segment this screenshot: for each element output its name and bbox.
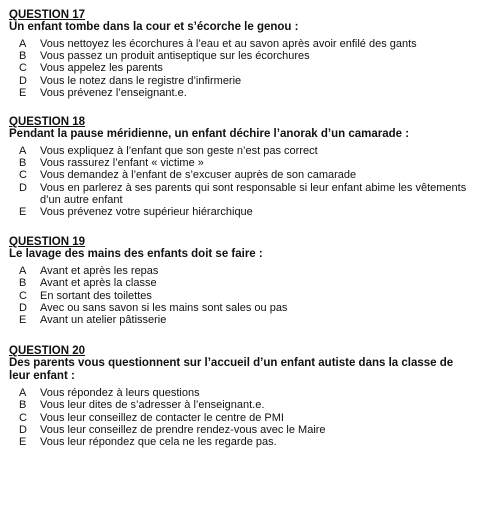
answer-text: Vous le notez dans le registre d’infirmerie <box>40 74 242 87</box>
answer-option <box>9 290 477 302</box>
answer-list <box>9 265 477 326</box>
answer-option <box>9 145 477 157</box>
answer-letter: C <box>19 411 27 424</box>
answer-text: Vous prévenez votre supérieur hiérarchique <box>40 206 253 219</box>
answer-letter: D <box>19 301 27 314</box>
answer-list <box>9 145 477 218</box>
answer-letter: B <box>19 157 27 170</box>
answer-letter: E <box>19 314 27 327</box>
answer-letter: E <box>19 436 27 449</box>
question-text: Le lavage des mains des enfants doit se faire : <box>9 248 263 261</box>
answer-option <box>9 424 477 436</box>
answer-letter: A <box>19 38 27 50</box>
question-title: QUESTION 19 <box>9 236 86 249</box>
answer-option <box>9 387 477 399</box>
answer-text: Avant un atelier pâtisserie <box>40 314 167 327</box>
answer-text: Vous nettoyez les écorchures à l’eau et au savon après avoir enfilé des gants <box>40 38 417 50</box>
answer-letter: C <box>19 169 27 182</box>
answer-option <box>9 62 477 74</box>
question-title: QUESTION 20 <box>9 345 86 358</box>
answer-letter: B <box>19 50 27 63</box>
answer-option <box>9 302 477 314</box>
answer-text: Vous en parlerez à ses parents qui sont responsable si leur enfant abime les vêtements d’un autre enfant <box>40 181 467 206</box>
question-text: Pendant la pause méridienne, un enfant déchire l’anorak d’un camarade : <box>9 128 410 141</box>
answer-option <box>9 277 477 289</box>
answer-text: Vous leur dites de s’adresser à l’enseignant.e. <box>40 399 265 412</box>
answer-letter: E <box>19 206 27 219</box>
answer-text: Vous passez un produit antiseptique sur les écorchures <box>40 50 310 63</box>
answer-option <box>9 436 477 448</box>
answer-list <box>9 387 477 448</box>
answer-letter: E <box>19 86 27 99</box>
answer-option <box>9 265 477 277</box>
answer-option <box>9 75 477 87</box>
answer-letter: B <box>19 277 27 290</box>
answer-option <box>9 399 477 411</box>
answer-option <box>9 206 477 218</box>
answer-letter: A <box>19 387 27 400</box>
answer-option <box>9 87 477 99</box>
answer-text: Vous leur répondez que cela ne les regarde pas. <box>40 436 277 449</box>
answer-option <box>9 169 477 181</box>
answer-text: Vous appelez les parents <box>40 62 163 75</box>
answer-option <box>9 182 477 206</box>
question-17 <box>9 9 477 99</box>
answer-text: Vous rassurez l’enfant « victime » <box>40 157 204 170</box>
answer-text: Avec ou sans savon si les mains sont sales ou pas <box>40 301 288 314</box>
answer-option <box>9 412 477 424</box>
answer-letter: D <box>19 74 27 87</box>
question-title: QUESTION 18 <box>9 116 86 129</box>
answer-option <box>9 38 477 50</box>
answer-text: Avant et après les repas <box>40 265 159 278</box>
answer-text: Vous leur conseillez de contacter le centre de PMI <box>40 411 284 424</box>
answer-letter: C <box>19 289 27 302</box>
answer-letter: A <box>19 265 27 278</box>
answer-text: Avant et après la classe <box>40 277 157 290</box>
answer-letter: A <box>19 145 27 158</box>
answer-text: En sortant des toilettes <box>40 289 152 302</box>
question-text: Un enfant tombe dans la cour et s’écorche le genou : <box>9 21 299 33</box>
answer-text: Vous demandez à l’enfant de s’excuser auprès de son camarade <box>40 169 357 182</box>
answer-text: Vous expliquez à l’enfant que son geste n’est pas correct <box>40 145 318 158</box>
question-text: Des parents vous questionnent sur l’accueil d’un enfant autiste dans la classe de leur enfant : <box>9 357 454 383</box>
question-19 <box>9 236 477 326</box>
question-sheet <box>9 9 477 448</box>
answer-option <box>9 50 477 62</box>
answer-option <box>9 314 477 326</box>
answer-option <box>9 157 477 169</box>
answer-text: Vous répondez à leurs questions <box>40 387 200 400</box>
question-20 <box>9 345 477 448</box>
answer-text: Vous leur conseillez de prendre rendez-vous avec le Maire <box>40 423 326 436</box>
answer-letter: D <box>19 181 27 194</box>
answer-letter: D <box>19 423 27 436</box>
answer-text: Vous prévenez l’enseignant.e. <box>40 86 187 99</box>
answer-letter: B <box>19 399 27 412</box>
answer-letter: C <box>19 62 27 75</box>
question-title: QUESTION 17 <box>9 9 86 21</box>
question-18 <box>9 116 477 218</box>
answer-list <box>9 38 477 99</box>
